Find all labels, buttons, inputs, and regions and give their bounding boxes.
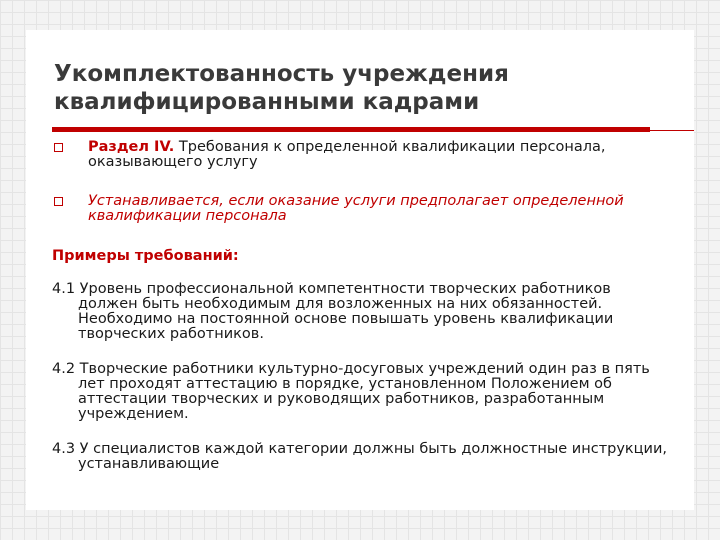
- requirement-paragraph: 4.1 Уровень профессиональной компетентности творческих работников должен быть необходимым для возложенных на них обязанностей. Необходимо на постоянной основе повышать уровень квалификации творческих работников.: [52, 281, 614, 342]
- square-bullet-icon: [54, 143, 63, 152]
- requirement-paragraph: 4.2 Творческие работники культурно-досуговых учреждений один раз в пять лет проходят аттестацию в порядке, установленном Положением об аттестации творческих и руководящих работников, разработанным учреждением.: [52, 361, 650, 422]
- bullet-text: Устанавливается, если оказание услуги предполагает определенной квалификации персонала: [88, 193, 624, 224]
- bullet-item-condition: [52, 194, 672, 224]
- bullet-bold-label: Раздел IV.: [88, 139, 175, 155]
- title-underline: [52, 127, 650, 132]
- title-line-1: Укомплектованность учреждения: [54, 61, 509, 87]
- square-bullet-icon: [54, 197, 63, 206]
- slide-body: [52, 134, 672, 472]
- title-line-2: квалифицированными кадрами: [54, 89, 480, 115]
- title-underline-extension: [650, 130, 694, 131]
- slide: [26, 30, 694, 510]
- bullet-text: Требования к определенной квалификации персонала, оказывающего услугу: [88, 139, 606, 170]
- requirement-paragraph: 4.3 У специалистов каждой категории должны быть должностные инструкции, устанавливающие: [52, 441, 668, 472]
- page-title: [54, 60, 674, 116]
- bullet-item-section: [52, 140, 672, 170]
- examples-heading: Примеры требований:: [52, 248, 239, 264]
